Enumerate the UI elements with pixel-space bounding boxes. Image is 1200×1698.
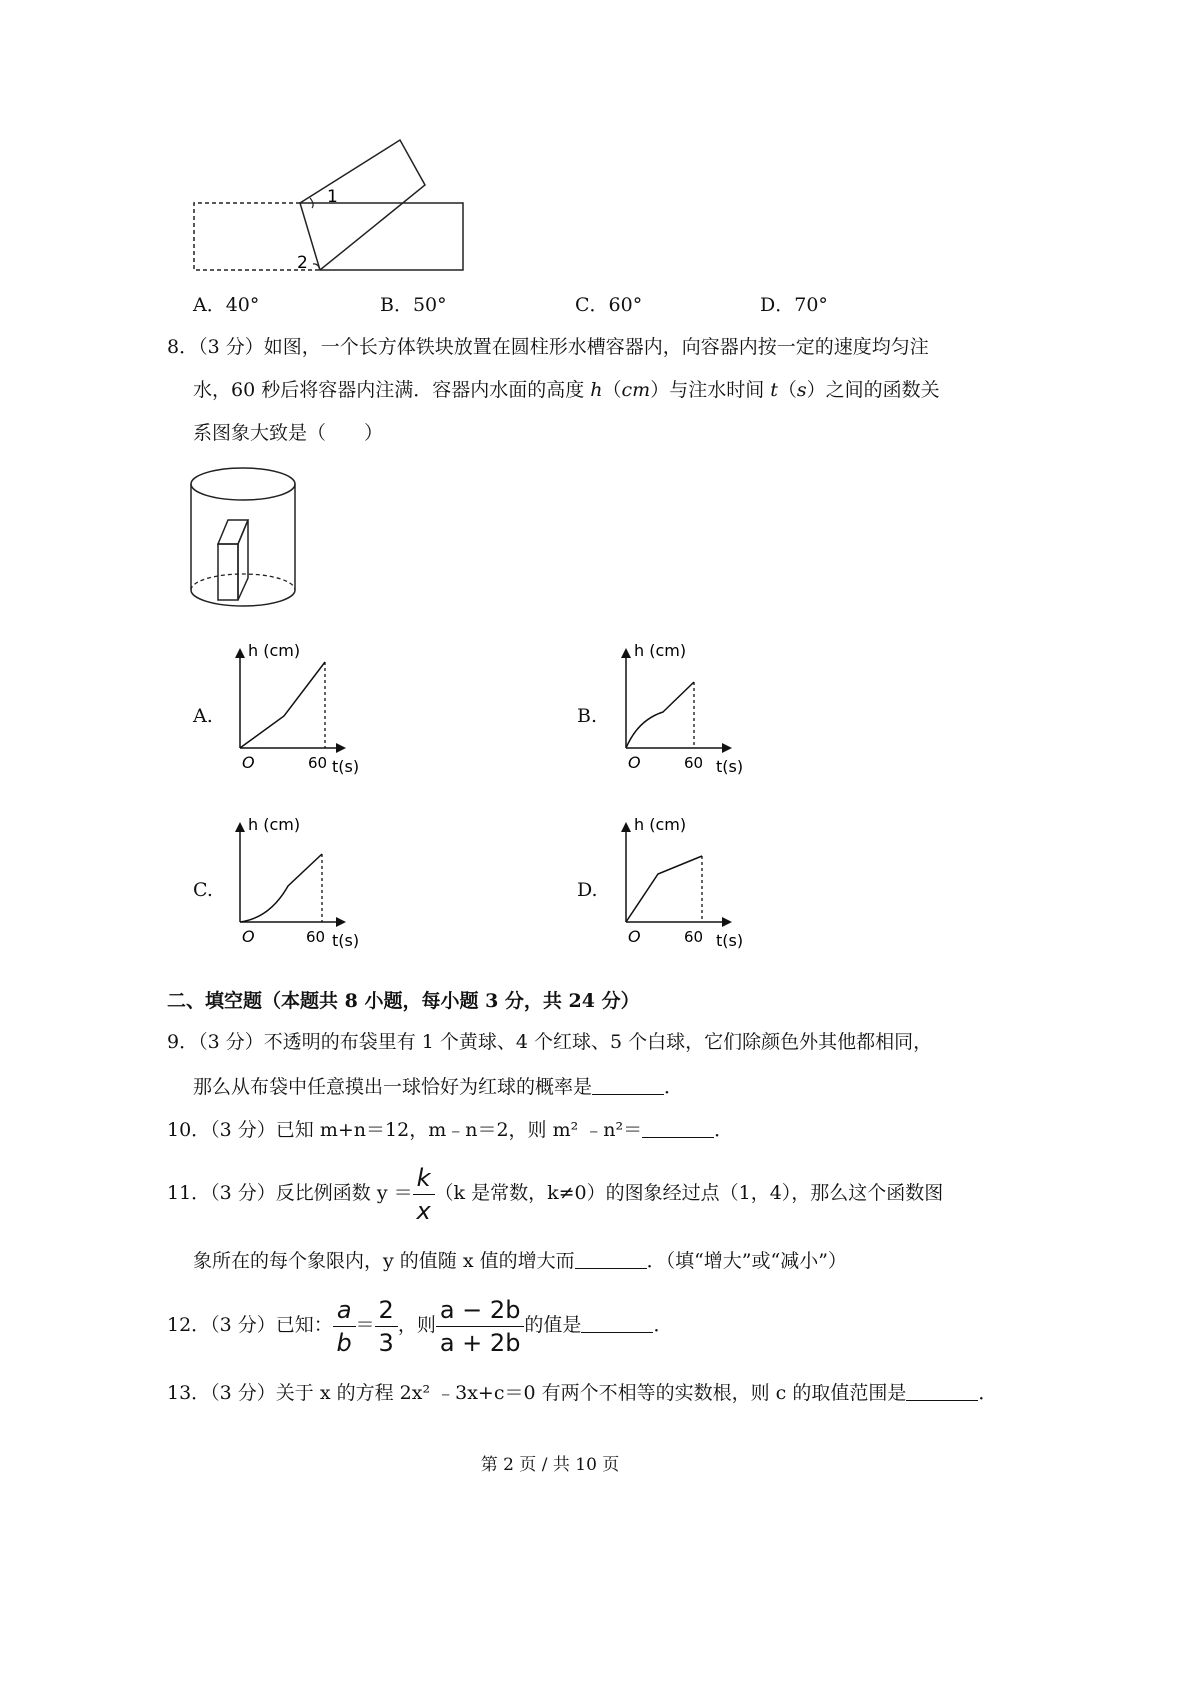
q13-answer-blank[interactable] (906, 1382, 978, 1401)
q8-option-b-label: B. (577, 705, 598, 727)
q11-fraction-numerator: k (413, 1164, 435, 1195)
q11-text-1: （k 是常数，k≠0）的图象经过点（1，4），那么这个函数图 (434, 1182, 944, 1204)
q9-answer-blank[interactable] (592, 1076, 664, 1095)
q8-text-1: 如图，一个长方体铁块放置在圆柱形水槽容器内，向容器内按一定的速度均匀注 (263, 336, 929, 358)
q12-answer-blank[interactable] (581, 1314, 653, 1333)
q12-f1-numerator: a (333, 1296, 356, 1327)
page-footer: 第 2 页 / 共 10 页 (480, 1455, 620, 1475)
q8-score: （3 分） (198, 336, 264, 358)
q7-option-c: C．60° (575, 294, 643, 316)
q8-graph-a-origin: O (242, 753, 255, 772)
q8-text-2b: （ (602, 379, 622, 401)
q8-graph-c-origin: O (242, 927, 255, 946)
q8-cylinder-figure (188, 462, 300, 612)
q8-text-2c: ）与注水时间 (650, 379, 771, 401)
q8-option-d-label: D. (577, 879, 598, 901)
q8-line-3: 系图象大致是（ ） (193, 422, 384, 444)
q8-graph-a-tick: 60 (308, 754, 328, 772)
q12-f3-numerator: a − 2b (436, 1296, 525, 1327)
q11-fraction (413, 1164, 435, 1225)
q8-graph-d-origin: O (628, 927, 641, 946)
q8-text-2d: （ (777, 379, 797, 401)
q10-text-a: 10．（3 分）已知 (167, 1119, 320, 1141)
q8-graph-d-x-axis-label: t(s) (716, 931, 744, 950)
q8-graph-d-tick: 60 (684, 928, 704, 946)
q12-prefix: 12．（3 分）已知： (167, 1314, 333, 1336)
q8-graph-d-y-axis-label: h (cm) (634, 815, 687, 834)
q11-answer-blank[interactable] (575, 1250, 647, 1269)
q8-graph-d (608, 806, 758, 956)
q11-text-2: 象所在的每个象限内，y 的值随 x 值的增大而 (193, 1250, 575, 1272)
q8-graph-c-tick: 60 (306, 928, 326, 946)
q11-fraction-denominator: x (416, 1196, 431, 1225)
q8-var-t: t (770, 379, 778, 401)
q8-graph-b (608, 632, 758, 782)
q8-line-1 (167, 334, 929, 360)
q12-line (167, 1290, 672, 1360)
q9-line-2 (193, 1074, 683, 1100)
q10-line (167, 1117, 733, 1143)
q12-fraction-a-b (333, 1296, 356, 1357)
q13-end: ． (978, 1382, 998, 1404)
q8-option-c-label: C. (193, 879, 213, 901)
q8-graph-a-y-axis-label: h (cm) (248, 641, 301, 660)
q9-text-1: （3 分）不透明的布袋里有 1 个黄球、4 个红球、5 个白球，它们除颜色外其他都相同， (198, 1031, 933, 1053)
q8-var-h: h (590, 379, 603, 401)
q8-graph-a-x-axis-label: t(s) (332, 757, 360, 776)
q8-graph-c-x-axis-label: t(s) (332, 931, 360, 950)
q8-graph-b-tick: 60 (684, 754, 704, 772)
q8-graph-c-y-axis-label: h (cm) (248, 815, 301, 834)
q7-angle-1-label: 1 (327, 187, 338, 207)
q8-number: 8． (167, 336, 199, 358)
q9-line-1 (167, 1029, 932, 1055)
q8-graph-b-y-axis-label: h (cm) (634, 641, 687, 660)
q11-prefix: 11．（3 分）反比例函数 y ＝ (167, 1182, 413, 1204)
q8-graph-a (222, 632, 372, 782)
q9-number: 9． (167, 1031, 199, 1053)
q12-f3-denominator: a + 2b (439, 1328, 521, 1357)
q9-text-2: 那么从布袋中任意摸出一球恰好为红球的概率是 (193, 1076, 593, 1098)
section-2-title: 二、填空题（本题共 8 小题，每小题 3 分，共 24 分） (167, 990, 640, 1012)
q12-fraction-expression (436, 1296, 525, 1357)
q8-graph-c (222, 806, 372, 956)
q12-suffix: 的值是 (524, 1314, 582, 1336)
q7-option-d: D．70° (760, 294, 828, 316)
q13-text: 13．（3 分）关于 x 的方程 2x² ﹣3x+c＝0 有两个不相等的实数根，则 c 的取值范围是 (167, 1382, 907, 1404)
q8-graph-b-origin: O (628, 753, 641, 772)
q11-line-2 (193, 1248, 847, 1274)
q13-line (167, 1380, 997, 1406)
q8-text-2a: 水，60 秒后将容器内注满．容器内水面的高度 (193, 379, 591, 401)
q11-line-1 (167, 1158, 943, 1228)
q7-option-b: B．50° (380, 294, 447, 316)
q10-expression: m+n＝12，m﹣n＝2，则 m² ﹣n²＝ (319, 1119, 643, 1141)
q8-line-2 (193, 377, 940, 403)
q8-option-a-label: A. (193, 705, 213, 727)
q7-figure (180, 130, 490, 280)
q11-text-2-end: ．（填“增大”或“减小”） (646, 1250, 847, 1272)
q12-mid: ，则 (397, 1314, 436, 1336)
q8-unit-cm: cm (621, 379, 651, 401)
q7-angle-2-label: 2 (297, 253, 308, 273)
q12-equals: ＝ (355, 1314, 375, 1336)
q8-text-2e: ）之间的函数关 (806, 379, 940, 401)
q12-f2-numerator: 2 (375, 1296, 398, 1327)
q8-graph-b-x-axis-label: t(s) (716, 757, 744, 776)
q12-end: ． (653, 1314, 673, 1336)
q9-end: ． (664, 1076, 684, 1098)
q10-answer-blank[interactable] (642, 1119, 714, 1138)
q10-end: ． (714, 1119, 734, 1141)
q12-f2-denominator: 3 (378, 1328, 394, 1357)
q8-unit-s: s (796, 379, 807, 401)
q12-f1-denominator: b (336, 1328, 352, 1357)
q12-fraction-2-3 (375, 1296, 398, 1357)
q7-option-a: A．40° (193, 294, 260, 316)
